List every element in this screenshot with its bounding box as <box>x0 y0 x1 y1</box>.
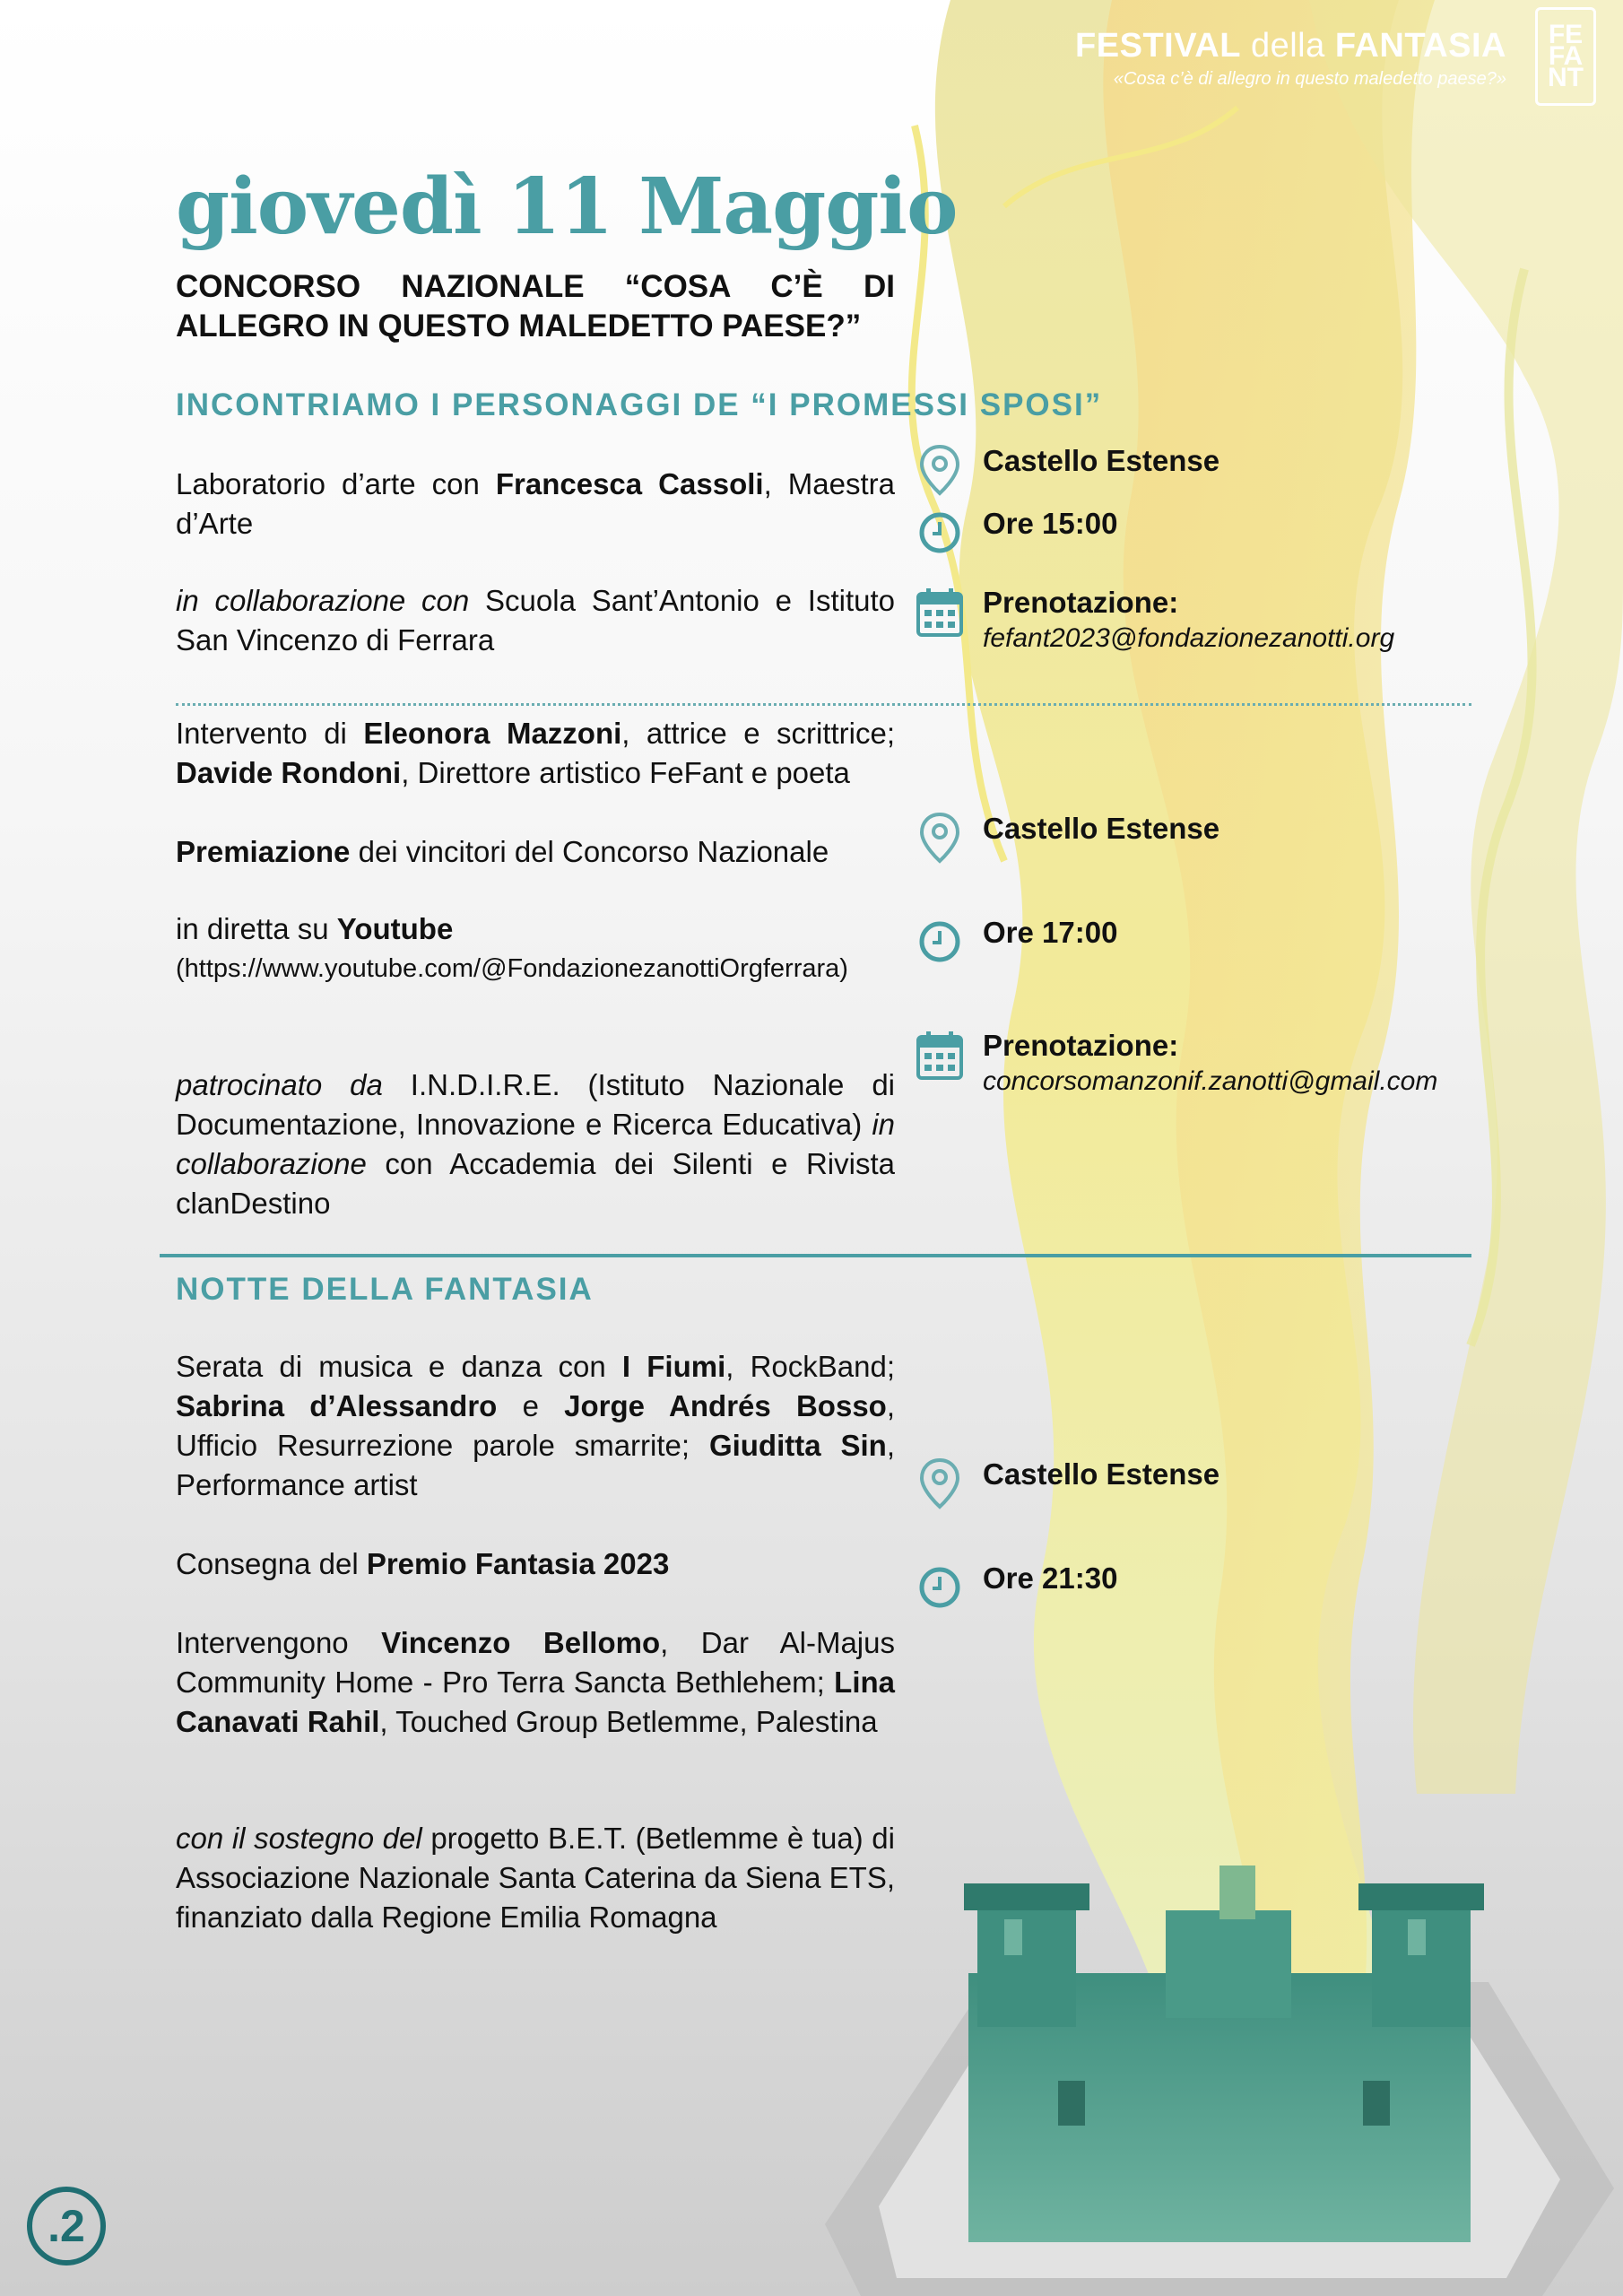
festival-header <box>1075 27 1506 90</box>
location-info-1 <box>915 443 1219 497</box>
castle-illustration <box>825 1866 1614 2296</box>
section-title-promessi-sposi: INCONTRIAMO I PERSONAGGI DE “I PROMESSI SPOSI” <box>176 387 1103 422</box>
clock-icon <box>915 506 965 560</box>
time-text: Ore 21:30 <box>983 1561 1118 1595</box>
page-title: giovedì 11 Maggio <box>176 161 958 252</box>
patronage-text: patrocinato da I.N.D.I.R.E. (Istituto Nazionale di Documentazione, Innovazione e Ricerca Educativa) in collaborazione con Accademia dei Silenti e Rivista clanDestino <box>176 1068 895 1220</box>
booking-email[interactable]: fefant2023@fondazionezanotti.org <box>983 623 1395 653</box>
clock-icon <box>915 1561 965 1614</box>
youtube-link[interactable]: (https://www.youtube.com/@FondazionezanottiOrgferrara) <box>176 954 848 983</box>
time-text: Ore 17:00 <box>983 916 1118 949</box>
booking-text: Prenotazione: concorsomanzonif.zanotti@gmail.com <box>983 1028 1437 1100</box>
prize-delivery: Consegna del Premio Fantasia 2023 <box>176 1547 670 1580</box>
time-text: Ore 15:00 <box>983 507 1118 540</box>
music-evening: Serata di musica e danza con I Fiumi, RockBand; Sabrina d’Alessandro e Jorge Andrés Bosso, Ufficio Resurrezione parole smarrite; Giuditta Sin, Performance artist <box>176 1350 895 1501</box>
page-number: .2 <box>27 2187 106 2266</box>
calendar-icon <box>915 1028 965 1082</box>
clock-icon <box>915 915 965 969</box>
booking-info-2 <box>915 1028 1437 1100</box>
youtube-live: in diretta su Youtube <box>176 912 454 945</box>
workshop-collaboration: in collaborazione con Scuola Sant’Antonio e Istituto San Vincenzo di Ferrara <box>176 584 895 657</box>
booking-text: Prenotazione: fefant2023@fondazionezanotti.org <box>983 585 1394 657</box>
location-info-3 <box>915 1457 1219 1510</box>
location-pin-icon <box>915 443 965 497</box>
booking-email[interactable]: concorsomanzonif.zanotti@gmail.com <box>983 1066 1438 1096</box>
location-pin-icon <box>915 1457 965 1510</box>
dotted-divider <box>176 703 1471 706</box>
section-divider <box>160 1254 1471 1257</box>
workshop-description: Laboratorio d’arte con Francesca Cassoli, Maestra d’Arte <box>176 467 895 540</box>
project-support: con il sostegno del progetto B.E.T. (Betlemme è tua) di Associazione Nazionale Santa Caterina da Siena ETS, finanziato dalla Regione Emilia Romagna <box>176 1822 895 1934</box>
location-text: Castello Estense <box>983 1457 1220 1491</box>
booking-info-1 <box>915 585 1394 657</box>
fefant-logo: FE FA NT <box>1535 7 1596 106</box>
location-info-2 <box>915 811 1219 865</box>
time-info-3 <box>915 1561 1117 1614</box>
guest-speakers: Intervengono Vincenzo Bellomo, Dar Al-Majus Community Home - Pro Terra Sancta Bethlehem; Lina Canavati Rahil, Touched Group Betlemme, Palestina <box>176 1626 895 1738</box>
time-info-2 <box>915 915 1117 969</box>
festival-brand: FESTIVAL della FANTASIA <box>1075 27 1506 65</box>
calendar-icon <box>915 585 965 639</box>
award-ceremony: Premiazione dei vincitori del Concorso Nazionale <box>176 835 829 868</box>
location-text: Castello Estense <box>983 812 1220 845</box>
speakers-description: Intervento di Eleonora Mazzoni, attrice e scrittrice; Davide Rondoni, Direttore artistico FeFant e poeta <box>176 717 895 789</box>
contest-title: CONCORSO NAZIONALE “COSA C’È DI ALLEGRO IN QUESTO MALEDETTO PAESE?” <box>176 269 895 344</box>
location-text: Castello Estense <box>983 444 1220 477</box>
location-pin-icon <box>915 811 965 865</box>
festival-tagline: «Cosa c’è di allegro in questo maledetto paese?» <box>1113 69 1506 89</box>
time-info-1 <box>915 506 1117 560</box>
section-title-notte-fantasia: NOTTE DELLA FANTASIA <box>176 1272 594 1307</box>
